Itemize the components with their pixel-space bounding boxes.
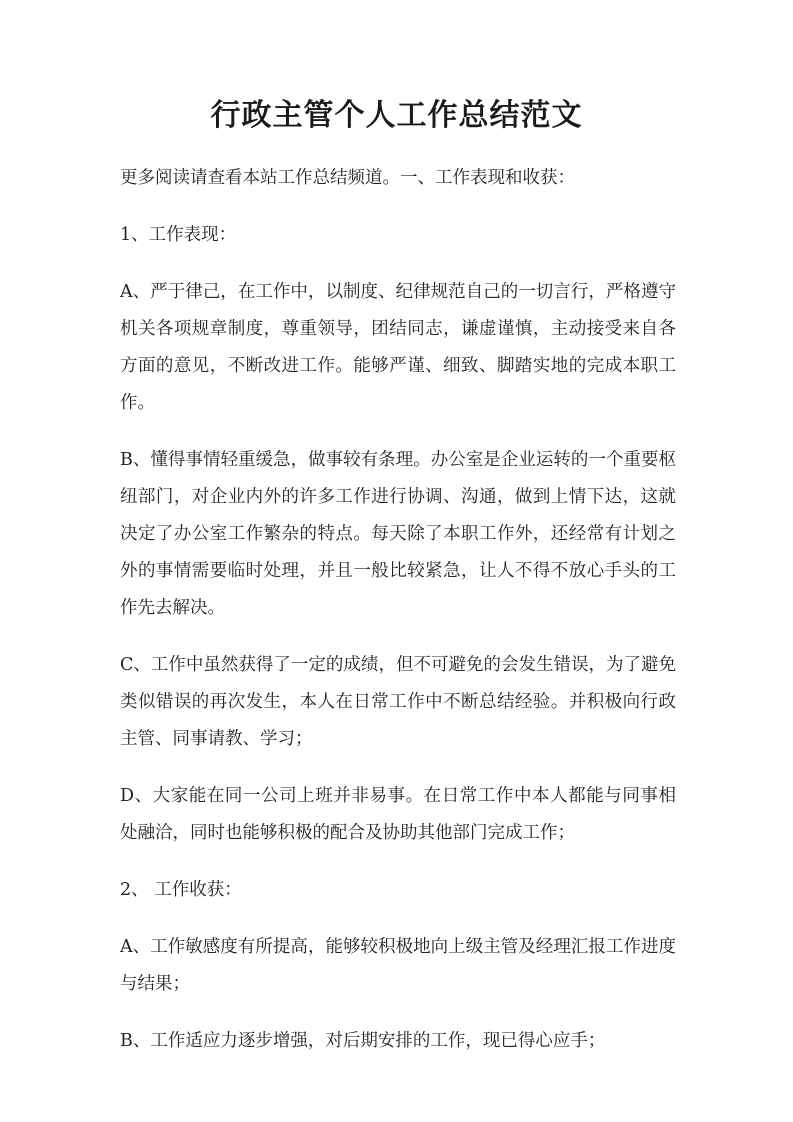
paragraph-item-d: D、大家能在同一公司上班并非易事。在日常工作中本人都能与同事相处融洽，同时也能够积极的配合及协助其他部门完成工作； bbox=[120, 786, 676, 843]
paragraph-section-1-heading: 1、工作表现： bbox=[120, 225, 237, 245]
paragraph-gain-a: A、工作敏感度有所提高，能够较积极地向上级主管及经理汇报工作进度与结果； bbox=[120, 937, 676, 994]
paragraph-intro: 更多阅读请查看本站工作总结频道。一、工作表现和收获： bbox=[120, 168, 575, 188]
paragraph-section-2-heading: 2、 工作收获： bbox=[120, 880, 242, 900]
document-body bbox=[120, 160, 676, 1080]
paragraph-gain-b: B、工作适应力逐步增强，对后期安排的工作，现已得心应手； bbox=[120, 1031, 606, 1051]
document-title: 行政主管个人工作总结范文 bbox=[210, 98, 583, 133]
paragraph-item-a: A、严于律己，在工作中，以制度、纪律规范自己的一切言行，严格遵守机关各项规章制度，尊重领导，团结同志，谦虚谨慎，主动接受来自各方面的意见，不断改进工作。能够严谨、细致、脚踏实地的完成本职工作。 bbox=[120, 282, 676, 413]
paragraph-item-b: B、懂得事情轻重缓急，做事较有条理。办公室是企业运转的一个重要枢纽部门，对企业内外的许多工作进行协调、沟通，做到上情下达，这就决定了办公室工作繁杂的特点。每天除了本职工作外，还经常有计划之外的事情需要临时处理，并且一般比较紧急，让人不得不放心手头的工作先去解决。 bbox=[120, 450, 676, 618]
paragraph-item-c: C、工作中虽然获得了一定的成绩，但不可避免的会发生错误，为了避免类似错误的再次发生，本人在日常工作中不断总结经验。并积极向行政主管、同事请教、学习； bbox=[120, 655, 676, 749]
